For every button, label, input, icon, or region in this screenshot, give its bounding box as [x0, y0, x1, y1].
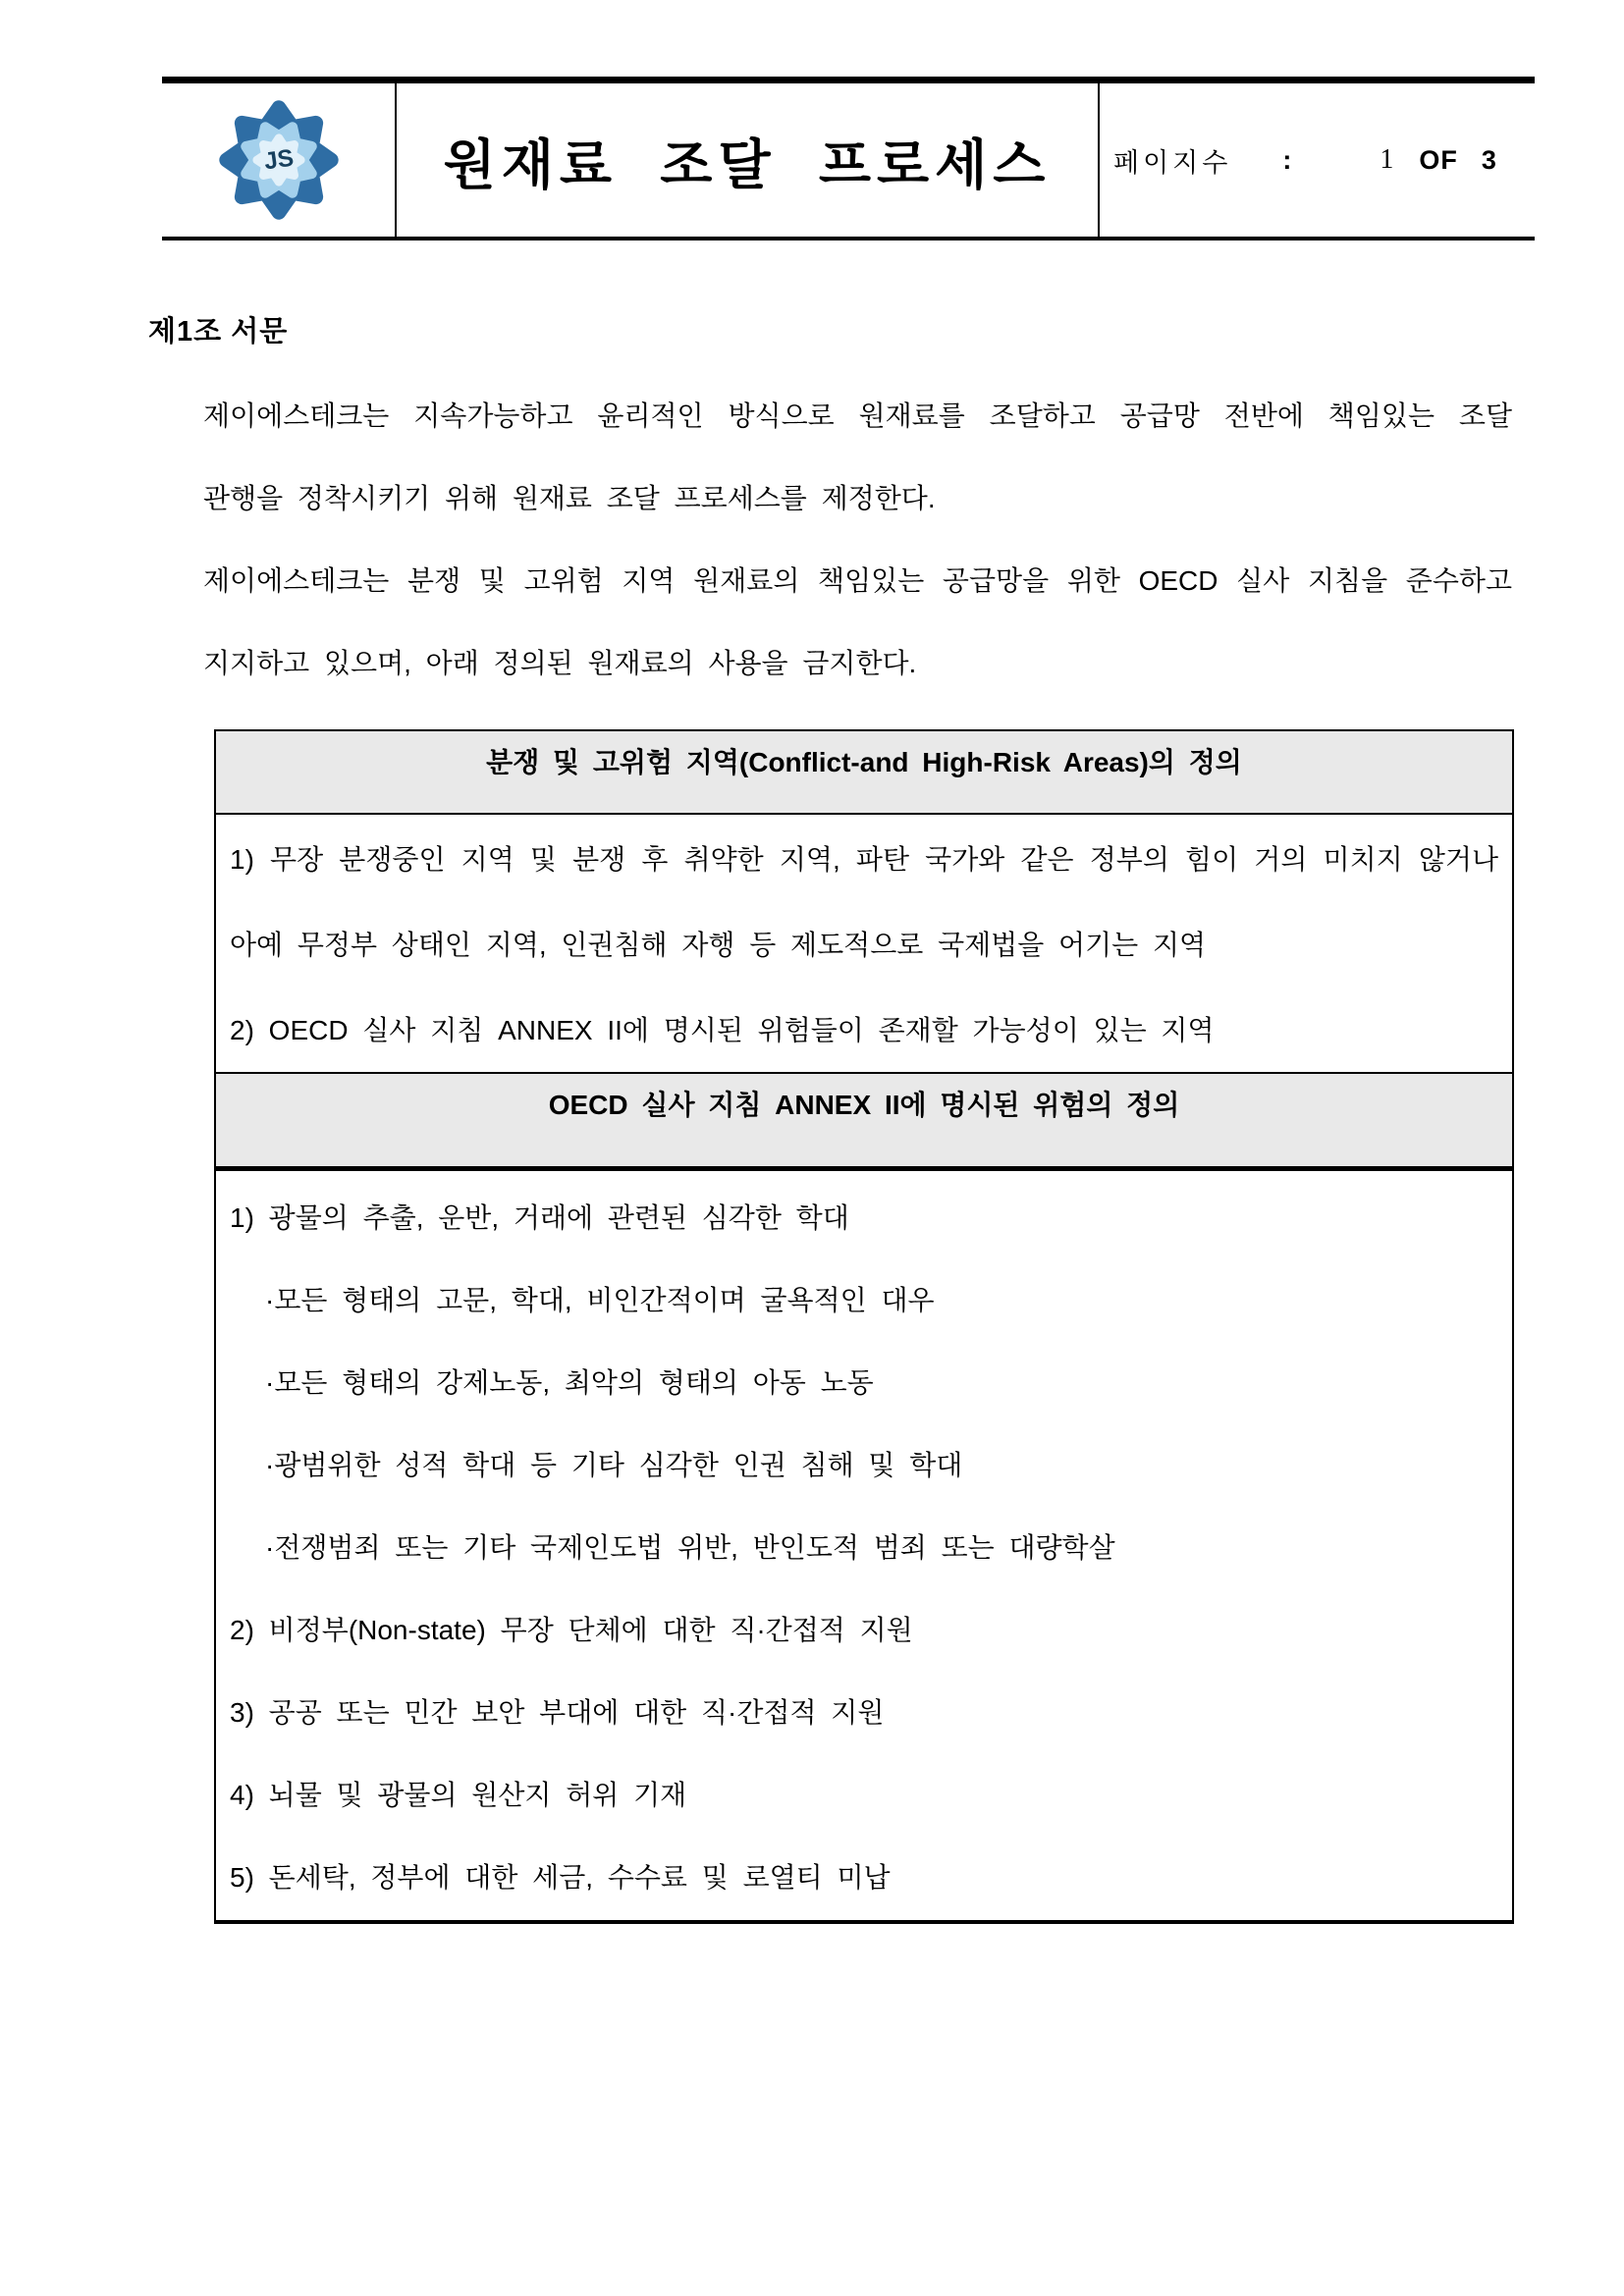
logo-js-text: JS — [261, 144, 296, 176]
page-count-colon: : — [1282, 144, 1296, 175]
section-heading: 제1조 서문 — [148, 316, 289, 347]
table-line: 2) 비정부(Non-state) 무장 단체에 대한 직·간접적 지원 — [230, 1615, 913, 1645]
table-line: 5) 돈세탁, 정부에 대한 세금, 수수료 및 로열티 미납 — [230, 1862, 891, 1893]
table-line: ·모든 형태의 고문, 학대, 비인간적이며 굴욕적인 대우 — [265, 1285, 935, 1315]
table-line: ·모든 형태의 강제노동, 최악의 형태의 아동 노동 — [265, 1367, 874, 1398]
table-line: ·전쟁범죄 또는 기타 국제인도법 위반, 반인도적 범죄 또는 대량학살 — [265, 1532, 1115, 1563]
page-total-number: 3 — [1481, 144, 1496, 175]
table-line: 1) 광물의 추출, 운반, 거래에 관련된 심각한 학대 — [230, 1202, 849, 1233]
document-title: 원재료 조달 프로세스 — [443, 133, 1052, 195]
company-logo-icon — [214, 93, 344, 227]
header-top-rule — [162, 77, 1535, 83]
header-bottom-rule — [162, 237, 1535, 240]
page-of-label: OF — [1419, 144, 1458, 175]
table-line: 아예 무정부 상태인 지역, 인권침해 자행 등 제도적으로 국제법을 어기는 지역 — [230, 930, 1207, 960]
intro-paragraph-line: 제이에스테크는 지속가능하고 윤리적인 방식으로 원재료를 조달하고 공급망 전반에 책임있는 조달 — [203, 400, 1512, 431]
table-header-conflict-areas — [216, 731, 1512, 815]
table-line: 4) 뇌물 및 광물의 원산지 허위 기재 — [230, 1780, 687, 1810]
logo-cell — [162, 83, 395, 237]
page-info-cell — [1100, 83, 1535, 237]
table-header-text: 분쟁 및 고위험 지역(Conflict-and High-Risk Areas)의 정의 — [486, 747, 1242, 777]
page-count-label: 페이지수 — [1113, 147, 1232, 178]
intro-paragraph-line: 지지하고 있으며, 아래 정의된 원재료의 사용을 금지한다. — [203, 648, 917, 678]
intro-paragraph-line: 제이에스테크는 분쟁 및 고위험 지역 원재료의 책임있는 공급망을 위한 OECD 실사 지침을 준수하고 — [203, 565, 1512, 596]
table-line: ·광범위한 성적 학대 등 기타 심각한 인권 침해 및 학대 — [265, 1450, 963, 1480]
table-body-annex-risks — [216, 1171, 1512, 1920]
table-line: 3) 공공 또는 민간 보안 부대에 대한 직·간접적 지원 — [230, 1697, 885, 1728]
table-header-annex-risks — [216, 1072, 1512, 1171]
definitions-table — [214, 729, 1514, 1924]
table-body-conflict-areas — [216, 815, 1512, 1072]
table-header-text: OECD 실사 지침 ANNEX II에 명시된 위험의 정의 — [548, 1090, 1180, 1120]
page-current-number: 1 — [1380, 144, 1394, 175]
table-line: 1) 무장 분쟁중인 지역 및 분쟁 후 취약한 지역, 파탄 국가와 같은 정부의 힘이 거의 미치지 않거나 — [230, 844, 1498, 875]
intro-paragraph-line: 관행을 정착시키기 위해 원재료 조달 프로세스를 제정한다. — [203, 483, 936, 513]
table-line: 2) OECD 실사 지침 ANNEX II에 명시된 위험들이 존재할 가능성이 있는 지역 — [230, 1015, 1215, 1045]
